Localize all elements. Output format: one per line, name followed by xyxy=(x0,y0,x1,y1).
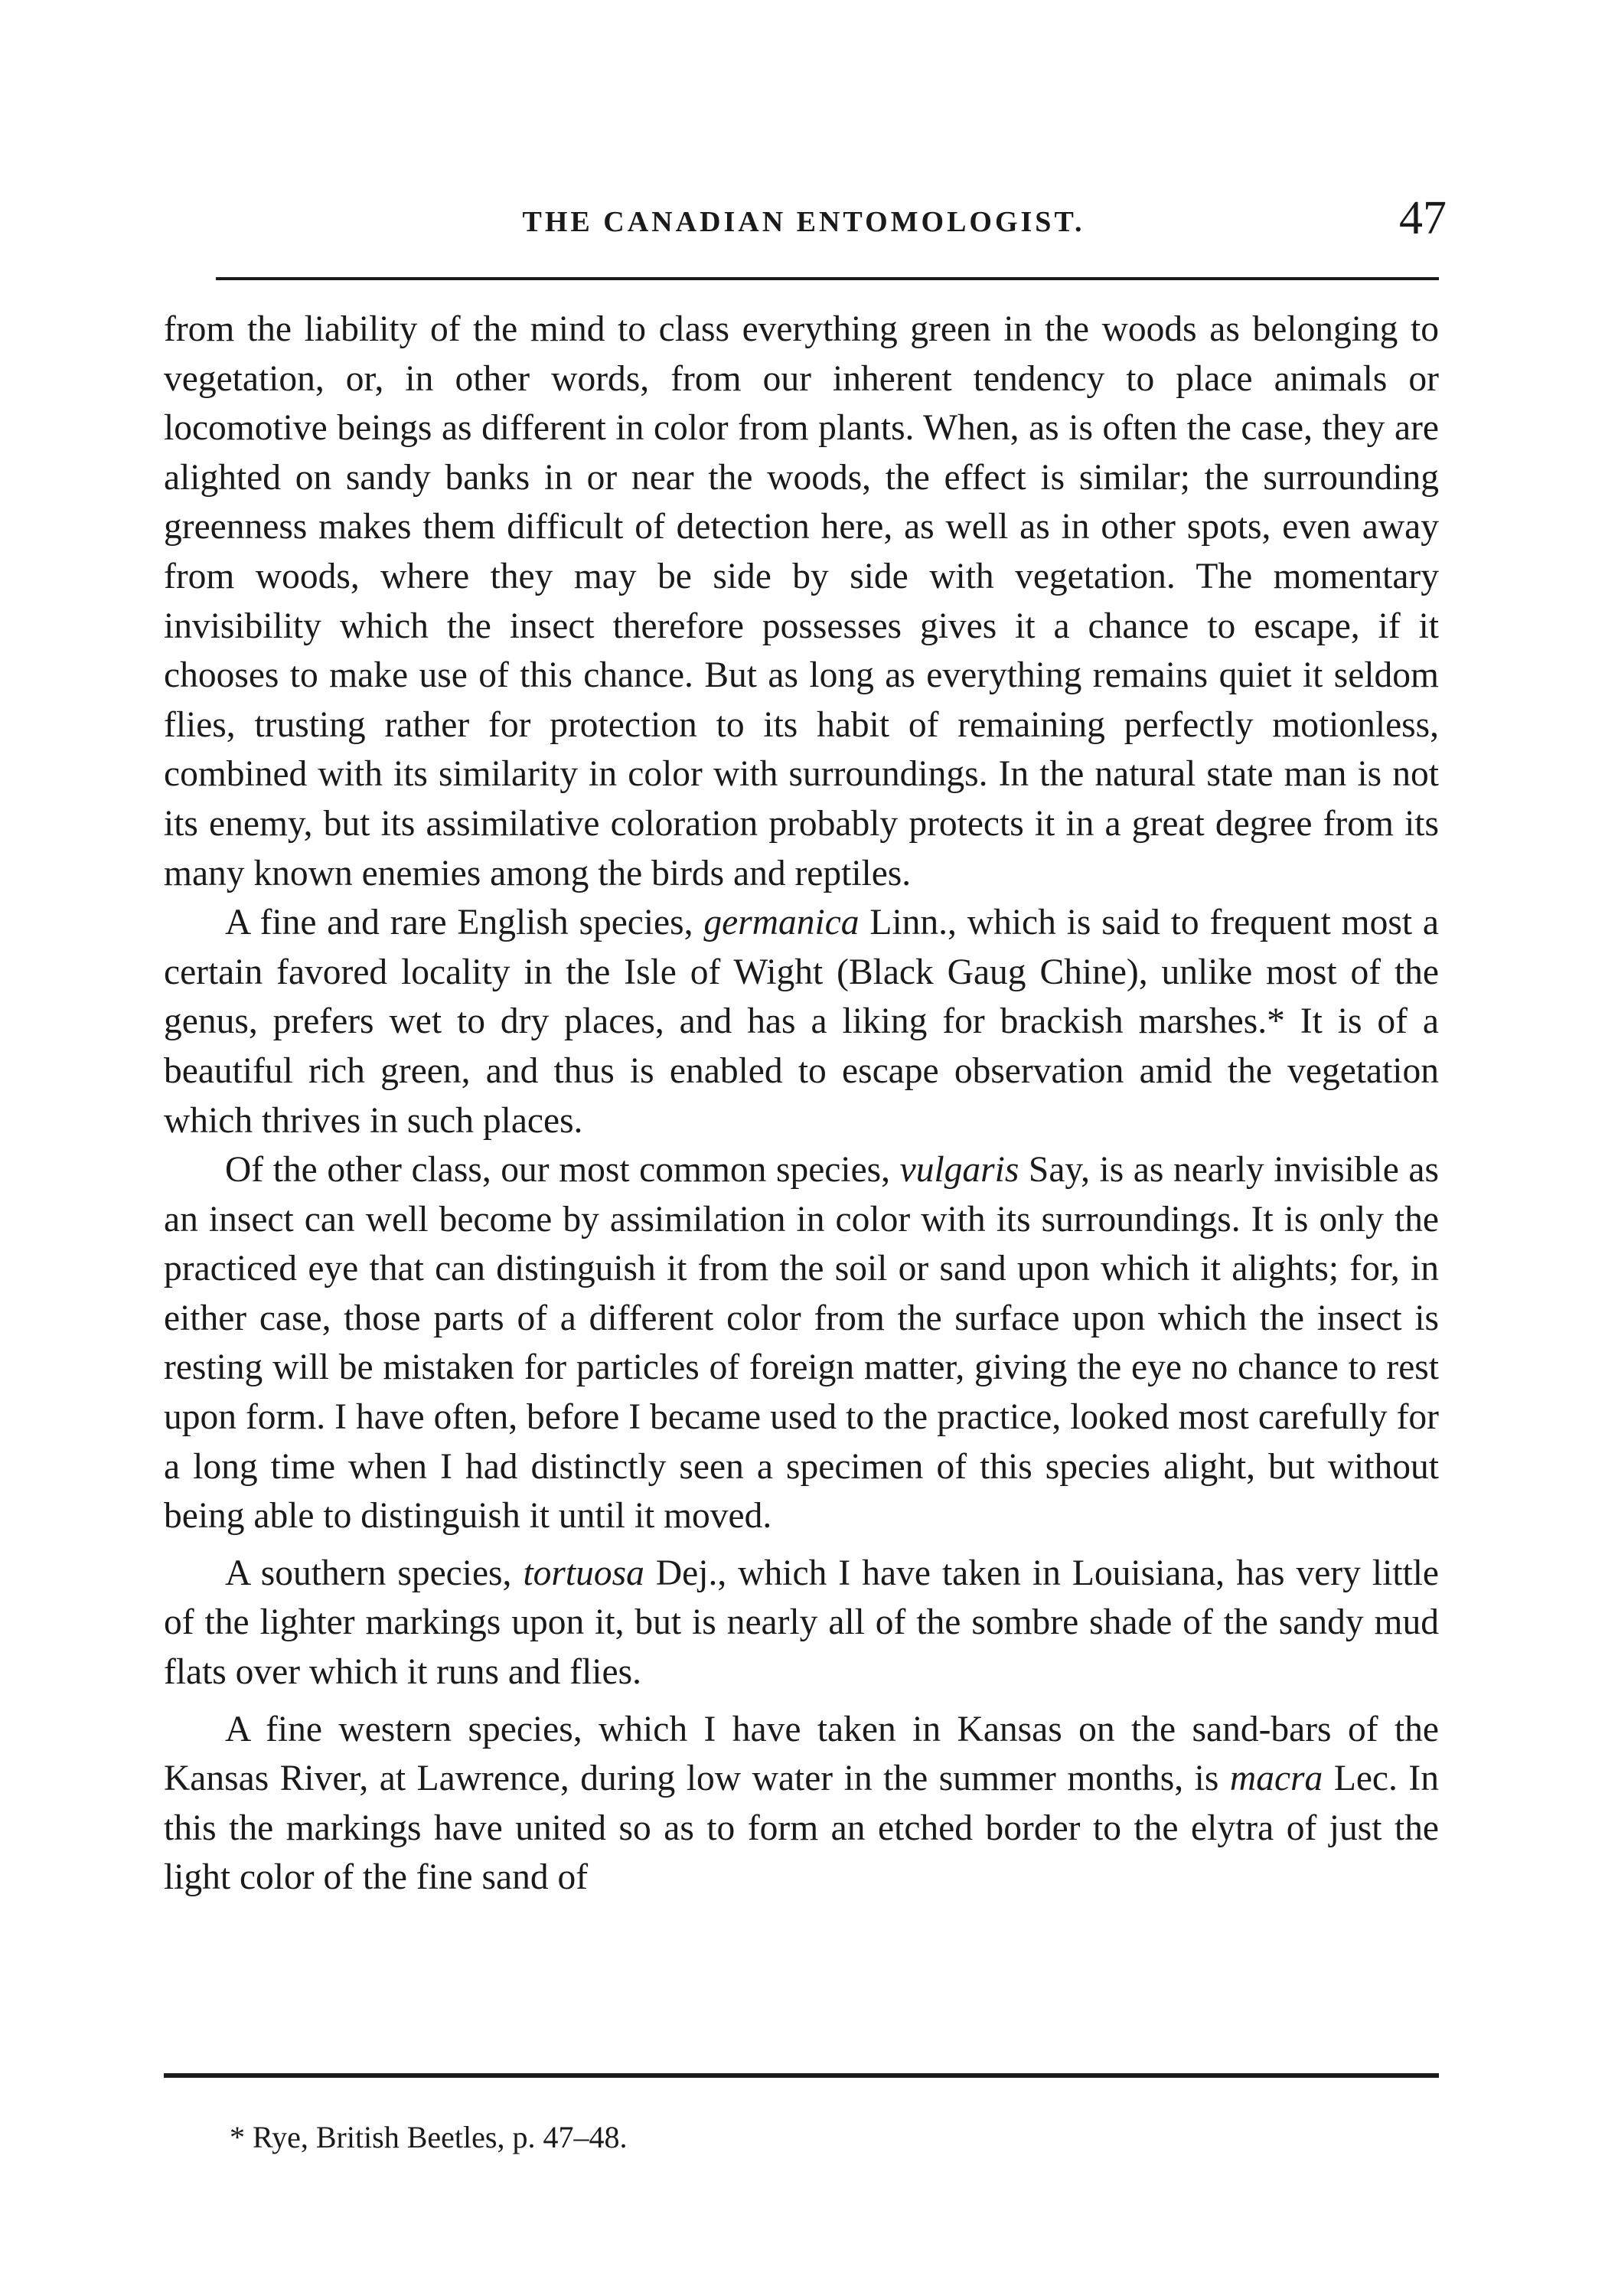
paragraph-1: from the liability of the mind to class everything green in the woods as belonging to vegetation, or, in other words, from our inherent tendency to place animals or locomotive beings as different in color from plants. When, as is often the case, they are alighted on sandy banks in or near the woods, the effect is similar; the surrounding greenness makes them difficult of detection here, as well as in other spots, even away from woods, where they may be side by side with vegetation. The momentary invisibility which the insect therefore possesses gives it a chance to escape, if it chooses to make use of this chance. But as long as everything remains quiet it seldom flies, trusting rather for protection to its habit of remaining perfectly motionless, combined with its similarity in color with surroundings. In the natural state man is not its enemy, but its assimilative coloration probably protects it in a great degree from its many known enemies among the birds and reptiles. xyxy=(164,309,1439,893)
species-name-germanica: germanica xyxy=(703,903,860,943)
paragraph-4-before: A southern species, xyxy=(225,1553,524,1593)
paragraph-5-before: A fine western species, which I have taken in Kansas on the sand-bars of the Kansas River, at Lawrence, during low water in the summer months, is xyxy=(164,1709,1439,1799)
header-rule xyxy=(216,277,1439,280)
footnote: * Rye, British Beetles, p. 47–48. xyxy=(230,2120,628,2154)
species-name-tortuosa: tortuosa xyxy=(523,1553,644,1593)
page-header xyxy=(161,191,1447,253)
body-text xyxy=(164,305,1439,1902)
paragraph-3 xyxy=(164,1145,1439,1541)
species-name-vulgaris: vulgaris xyxy=(899,1150,1019,1190)
footnote-rule xyxy=(164,2073,1439,2078)
paragraph-5-after: Lec. In this the markings have united so as to form an etched border to the elytra of just the light color of the fine sand of xyxy=(164,1759,1439,1898)
paragraph-4 xyxy=(164,1549,1439,1697)
paragraph-4-after: Dej., which I have taken in Louisiana, has very little of the lighter markings upon it, but is nearly all of the sombre shade of the sandy mud flats over which it runs and flies. xyxy=(164,1553,1439,1693)
paragraph-3-before: Of the other class, our most common species, xyxy=(225,1150,900,1190)
paragraph-5 xyxy=(164,1705,1439,1902)
paragraph-3-after: Say, is as nearly invisible as an insect can well become by assimilation in color with its surroundings. It is only the practiced eye that can distinguish it from the soil or sand upon which it alights; for, in either case, those parts of a different color from the surface upon which the insect is resting will be mistaken for particles of foreign matter, giving the eye no chance to rest upon form. I have often, before I became used to the practice, looked most carefully for a long time when I had distinctly seen a specimen of this species alight, but without being able to distinguish it until it moved. xyxy=(164,1150,1439,1537)
running-title: THE CANADIAN ENTOMOLOGIST. xyxy=(522,206,1085,238)
paragraph-2-after: Linn., which is said to frequent most a certain favored locality in the Isle of Wight (Black Gaug Chine), unlike most of the genus, prefers wet to dry places, and has a liking for brackish marshes.* It is of a beautiful rich green, and thus is enabled to escape observation amid the vegetation which thrives in such places. xyxy=(164,903,1439,1141)
paragraph-2-before: A fine and rare English species, xyxy=(225,903,704,943)
paragraph-2 xyxy=(164,898,1439,1145)
species-name-macra: macra xyxy=(1229,1759,1323,1799)
page-number: 47 xyxy=(1399,192,1447,244)
